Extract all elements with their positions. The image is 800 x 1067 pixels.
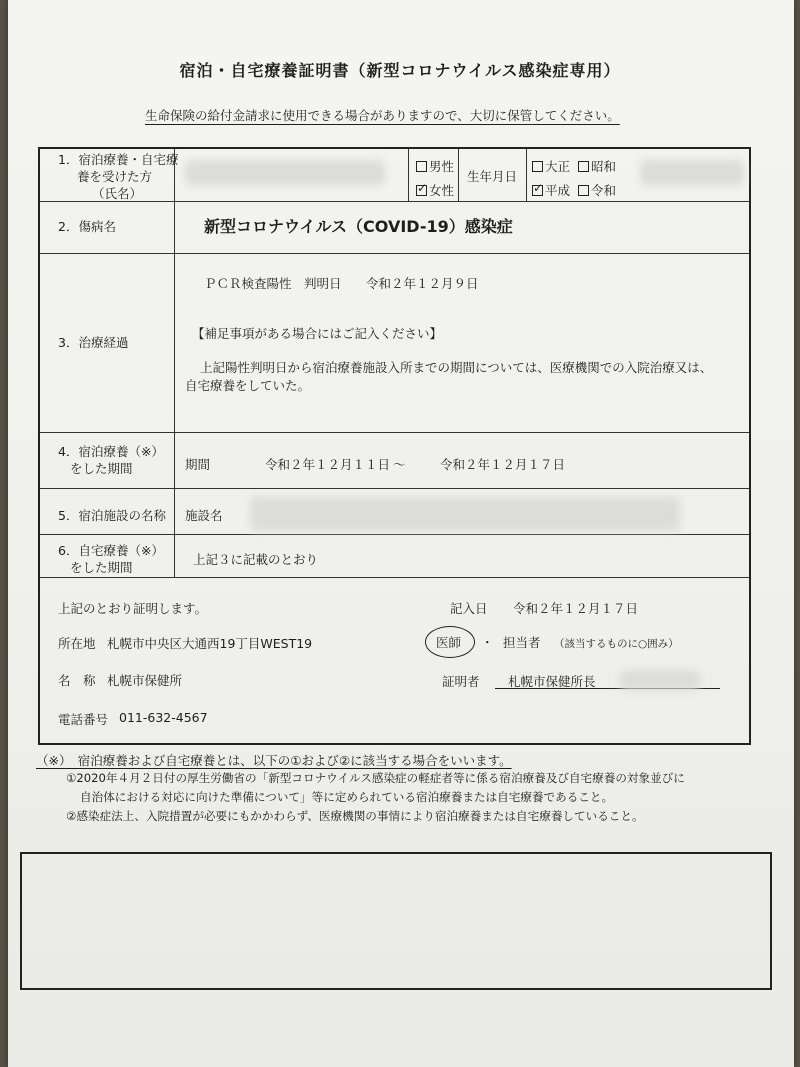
gender-male-checkbox[interactable] <box>416 161 427 172</box>
period-label: 期間 <box>185 457 211 472</box>
address-value: 札幌市中央区大通西19丁目WEST19 <box>107 636 313 651</box>
row5-label: 5．宿泊施設の名称 <box>58 508 166 523</box>
era-heisei-checkbox[interactable] <box>532 185 543 196</box>
row-divider <box>40 488 749 489</box>
row1-label-line3: （氏名） <box>92 186 143 201</box>
row2-label: 2．傷病名 <box>58 219 116 234</box>
pcr-positive-label: ＰＣＲ検査陽性 判明日 <box>204 276 342 291</box>
dob-label: 生年月日 <box>467 169 518 184</box>
era-taisho-checkbox[interactable] <box>532 161 543 172</box>
organization-name: 札幌市保健所 <box>107 673 183 688</box>
certifier-label: 証明者 <box>442 674 480 689</box>
era-showa-option: 昭和 <box>578 157 616 175</box>
certification-statement: 上記のとおり証明します。 <box>58 601 208 616</box>
footnote-item1-line2: 自治体における対応に向けた準備について」等に定められている宿泊療養または自宅療養であること。 <box>80 790 614 804</box>
gender-female-option: ✓女性 <box>416 181 454 199</box>
phone-number: 011-632-4567 <box>119 710 208 725</box>
period-tilde: ～ <box>393 457 406 472</box>
role-note: （該当するものに○囲み） <box>554 638 679 650</box>
row-divider <box>40 253 749 254</box>
role-doctor: 医師 <box>436 635 462 650</box>
gender-male-option: 男性 <box>416 157 454 175</box>
supplement-line2: 自宅療養をしていた。 <box>185 378 311 393</box>
row4-label-line2: をした期間 <box>70 461 133 476</box>
redacted-certifier <box>620 670 700 690</box>
disease-name: 新型コロナウイルス（COVID-19）感染症 <box>204 217 513 236</box>
storage-notice: 生命保険の給付金請求に使用できる場合がありますので、大切に保管してください。 <box>145 108 620 123</box>
era-reiwa-option: 令和 <box>578 181 616 199</box>
era-taisho-option: 大正 <box>532 157 570 175</box>
redacted-dob <box>640 160 744 186</box>
footnote-item2: ②感染症法上、入院措置が必要にもかかわらず、医療機関の事情により宿泊療養または自宅療養していること。 <box>66 809 644 823</box>
row1-label-line2: 養を受けた方 <box>77 169 153 184</box>
period-start: 令和２年１２月１１日 <box>265 457 391 472</box>
entry-date-label: 記入日 <box>450 601 488 616</box>
era-heisei-option: ✓平成 <box>532 181 570 199</box>
certifier-name: 札幌市保健所長 <box>508 674 596 689</box>
row-divider <box>40 577 749 578</box>
role-separator: ・ <box>481 635 494 650</box>
pcr-positive-date: 令和２年１２月９日 <box>366 276 479 291</box>
cell-divider <box>526 149 527 201</box>
row6-label-line1: 6．自宅療養（※） <box>58 543 164 558</box>
home-care-period: 上記３に記載のとおり <box>193 552 319 567</box>
cell-divider <box>408 149 409 201</box>
footnote-heading: （※） 宿泊療養および自宅療養とは、以下の①および②に該当する場合をいいます。 <box>36 753 512 768</box>
row1-label-line1: 1．宿泊療養・自宅療 <box>58 152 179 167</box>
row-divider <box>40 534 749 535</box>
blank-bottom-box <box>20 852 772 990</box>
redacted-name <box>185 160 385 186</box>
period-end: 令和２年１２月１７日 <box>440 457 566 472</box>
era-reiwa-checkbox[interactable] <box>578 185 589 196</box>
row-divider <box>40 432 749 433</box>
supplement-heading: 【補足事項がある場合にはご記入ください】 <box>192 326 443 341</box>
row3-label: 3．治療経過 <box>58 335 129 350</box>
row6-label-line2: をした期間 <box>70 560 133 575</box>
supplement-line1: 上記陽性判明日から宿泊療養施設入所までの期間については、医療機関での入院治療又は、 <box>200 360 713 375</box>
organization-label: 名 称 <box>58 673 96 688</box>
gender-female-checkbox[interactable] <box>416 185 427 196</box>
entry-date: 令和２年１２月１７日 <box>513 601 639 616</box>
redacted-facility <box>250 497 680 531</box>
facility-label: 施設名 <box>185 508 223 523</box>
footnote-item1-line1: ①2020年４月２日付の厚生労働省の「新型コロナウイルス感染症の軽症者等に係る宿泊療養及び自宅療養の対象並びに <box>66 771 685 785</box>
phone-label: 電話番号 <box>58 712 109 727</box>
cell-divider <box>458 149 459 201</box>
row-divider <box>40 201 749 202</box>
address-label: 所在地 <box>58 636 96 651</box>
label-column-divider <box>174 149 175 577</box>
role-staff: 担当者 <box>503 635 541 650</box>
document-title: 宿泊・自宅療養証明書（新型コロナウイルス感染症専用） <box>179 61 621 80</box>
row4-label-line1: 4．宿泊療養（※） <box>58 444 164 459</box>
era-showa-checkbox[interactable] <box>578 161 589 172</box>
